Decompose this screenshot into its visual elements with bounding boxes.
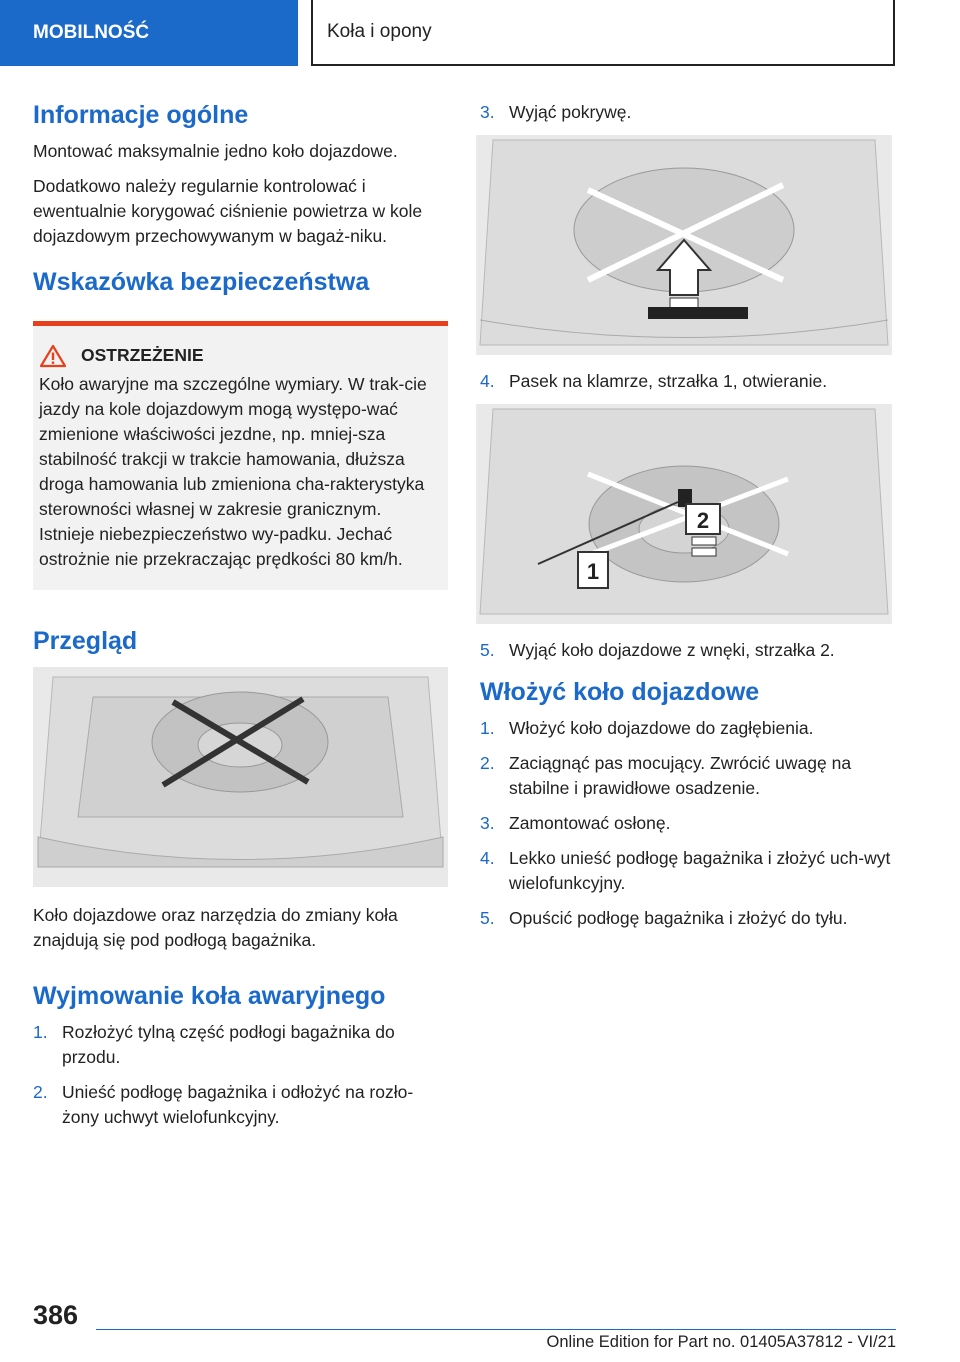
list-item: 4. Lekko unieść podłogę bagażnika i złożyć uch‐wyt wielofunkcyjny. bbox=[480, 848, 891, 894]
arrow-label-1: 1 bbox=[586, 559, 600, 584]
edition-info: Online Edition for Part no. 01405A37812 - VI/21 bbox=[546, 1333, 896, 1351]
list-item: 2. Unieść podłogę bagażnika i odłożyć na rozło‐żony uchwyt wielofunkcyjny. bbox=[33, 1082, 414, 1127]
paragraph-general-1: Montować maksymalnie jedno koło dojazdowe. bbox=[33, 141, 398, 162]
left-column bbox=[33, 100, 448, 1140]
list-item: 2. Zaciągnąć pas mocujący. Zwrócić uwagę na stabilne i prawidłowe osadzenie. bbox=[480, 753, 852, 799]
section-label: MOBILNOŚĆ bbox=[33, 22, 150, 43]
heading-safety: Wskazówka bezpieczeństwa bbox=[33, 268, 370, 297]
arrow-label-2: 2 bbox=[696, 508, 710, 533]
cover-removal-image bbox=[476, 135, 892, 355]
warning-label: OSTRZEŻENIE bbox=[81, 345, 204, 365]
list-item: 4. Pasek na klamrze, strzałka 1, otwieranie. bbox=[480, 371, 828, 391]
list-item: 5. Wyjąć koło dojazdowe z wnęki, strzałka 2. bbox=[480, 640, 835, 660]
list-item: 3. Wyjąć pokrywę. bbox=[480, 102, 632, 122]
list-item: 3. Zamontować osłonę. bbox=[480, 813, 671, 834]
right-column bbox=[480, 100, 892, 941]
warning-text: Koło awaryjne ma szczególne wymiary. W trak‐cie jazdy na kole dojazdowym mogą występo‐wać zmienione właściwości jezdne, np. mniej‐sza stabilność trakcji w trakcie hamowania, dłuższa droga hamowania lub zmieniona cha‐rakterystyka sterowności własnej w zakresie granicznym. Istnieje niebezpieczeństwo wy‐padku. Jechać ostrożnie nie przekraczając prędkości 80 km/h. bbox=[39, 373, 427, 569]
paragraph-overview: Koło dojazdowe oraz narzędzia do zmiany koła znajdują się pod podłogą bagażnika. bbox=[33, 904, 398, 950]
step-4 bbox=[480, 369, 892, 394]
section-tab bbox=[0, 0, 298, 66]
warning-box bbox=[33, 321, 448, 590]
insert-steps bbox=[480, 716, 892, 931]
strap-release-image bbox=[476, 404, 892, 624]
trunk-overview-image bbox=[33, 667, 448, 887]
heading-overview: Przegląd bbox=[33, 626, 138, 655]
footer-divider bbox=[96, 1329, 896, 1330]
removal-steps-continued bbox=[480, 100, 892, 125]
step-5 bbox=[480, 638, 892, 663]
removal-steps bbox=[33, 1020, 448, 1130]
heading-insert: Włożyć koło dojazdowe bbox=[480, 678, 760, 706]
warning-header bbox=[39, 344, 440, 368]
page-number: 386 bbox=[33, 1300, 79, 1330]
list-item: 1. Włożyć koło dojazdowe do zagłębienia. bbox=[480, 718, 814, 739]
list-item: 1. Rozłożyć tylną część podłogi bagażnika do przodu. bbox=[33, 1022, 395, 1067]
heading-general: Informacje ogólne bbox=[33, 101, 249, 129]
heading-removal: Wyjmowanie koła awaryjnego bbox=[33, 981, 386, 1010]
paragraph-general-2: Dodatkowo należy regularnie kontrolować i ewentualnie korygować ciśnienie powietrza w kole dojazdowym przechowywanym w bagaż‐niku. bbox=[33, 176, 423, 247]
warning-triangle-icon bbox=[39, 344, 67, 368]
chapter-title: Koła i opony bbox=[327, 21, 432, 42]
list-item: 5. Opuścić podłogę bagażnika i złożyć do tyłu. bbox=[480, 908, 848, 929]
chapter-header bbox=[311, 0, 895, 66]
